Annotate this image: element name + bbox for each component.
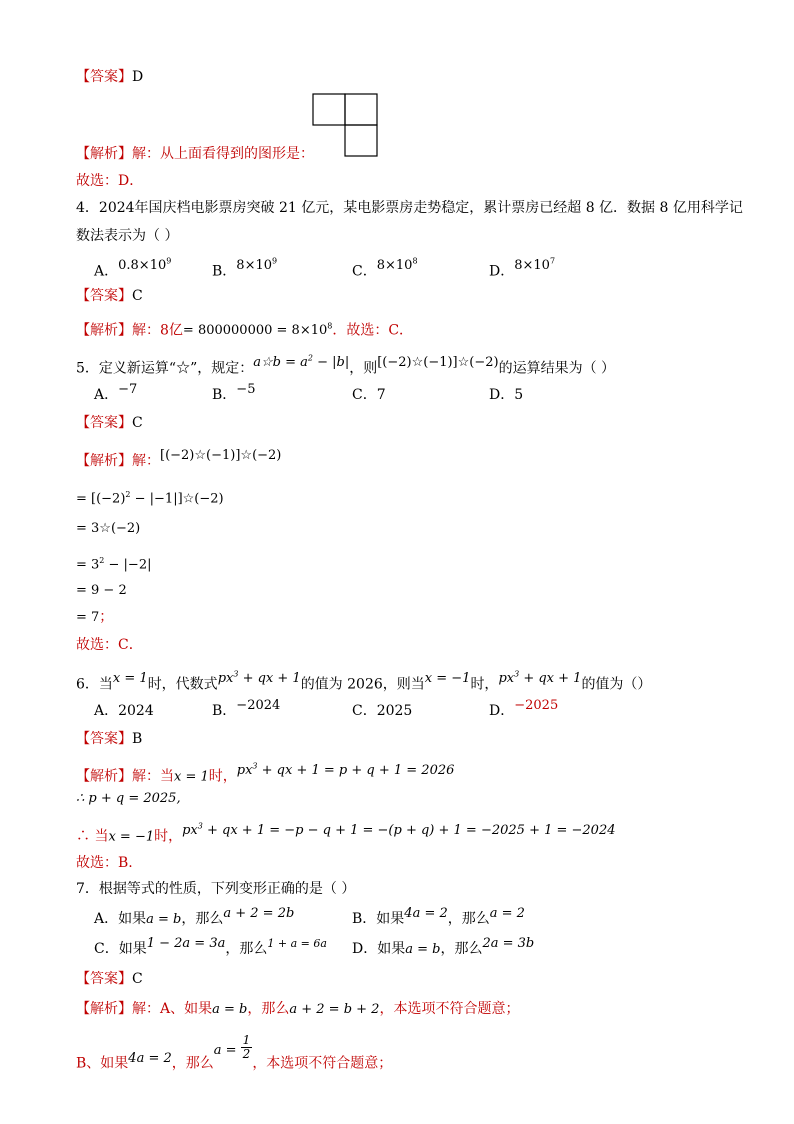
conclusion-q3: 故选：D． — [76, 173, 144, 189]
q6-option-d-math: −2025 — [514, 698, 559, 713]
q5-step-1: = [$(-2)^2$ − |−1|]☆(−2) — [76, 490, 224, 507]
q5-rule-math: a☆b = $a^2 - |b|$ — [253, 354, 350, 371]
q6-exp-eq3: $px^3$ + qx + 1 = −p − q + 1 = −(p + q) + 1 = −2025 + 1 = −2024 — [182, 822, 616, 839]
q5-step-5: = 7； — [76, 609, 114, 625]
q6-exp-line2: ∴ p + q = 2025, — [76, 791, 181, 806]
q5-step-3: = $3^2 - |-2|$ — [76, 556, 152, 573]
q6-option-a: A．2024 — [94, 703, 154, 719]
answer-tag: 【答案】 — [76, 288, 132, 304]
top-view-figure — [312, 93, 380, 159]
explanation-text: 解：从上面看得到的图形是： — [132, 146, 314, 162]
q4-stem-line1: 4．2024年国庆档电影票房突破 21 亿元，某电影票房走势稳定，累计票房已经超 8 亿．数据 8 亿用科学记 — [76, 200, 743, 216]
fraction-one-half: $\frac{1}{2}$ — [242, 1033, 251, 1061]
q5-option-a: A．−7 — [94, 382, 138, 403]
q5-step-4: = 9 − 2 — [76, 583, 127, 598]
q7-explanation-line-a: 【解析】解：A、如果a = b，那么a + 2 = b + 2，本选项不符合题意； — [76, 1001, 520, 1017]
q6-poly: $px^3$ + qx + 1 — [217, 670, 301, 687]
answer-value: C — [132, 971, 143, 987]
answer-line-q3 — [76, 68, 143, 86]
q5-expression-math: [(−2)☆(−1)]☆(−2) — [377, 355, 499, 371]
answer-tag: 【答案】 — [76, 731, 132, 747]
q6-x-equals-neg1: x = −1 — [424, 671, 471, 687]
q7-option-b: B．如果4a = 2，那么a = 2 — [352, 906, 525, 927]
figure-square-top-left — [313, 94, 345, 125]
q5-option-b: B．−5 — [212, 382, 256, 403]
q4-option-b-math: $8\times 10^9$ — [236, 257, 278, 274]
q5-answer-line — [76, 414, 143, 432]
answer-value: C — [132, 288, 143, 304]
q4-option-c-math: $8\times 10^8$ — [376, 257, 418, 274]
answer-tag: 【答案】 — [76, 971, 132, 987]
q4-option-a-math: $0.8\times 10^9$ — [118, 257, 172, 274]
answer-value: B — [132, 731, 143, 747]
q6-option-d: D．−2025 — [489, 698, 559, 719]
q6-exp-x1: x = 1 — [174, 769, 209, 785]
q5-option-d: D．5 — [489, 387, 524, 403]
explanation-tag: 【解析】 — [76, 322, 132, 339]
q5-stem: 5．定义新运算“☆”，规定：a☆b = $a^2 - |b|$，则[(−2)☆(−1)]☆(−2)的运算结果为（ ） — [76, 354, 616, 377]
q7-option-c: C．如果1 − 2a = 3a，那么$^{1 + a = 6a}$ — [94, 936, 327, 957]
q4-explanation-math: = $800000000 = 8\times 10^8$ — [182, 322, 333, 339]
q6-exp-line3: ∴ 当x = −1时，$px^3$ + qx + 1 = −p − q + 1 = −(p + q) + 1 = −2025 + 1 = −2024 — [76, 822, 616, 845]
q7-answer-line — [76, 970, 143, 988]
q6-explanation-line: 【解析】解：当x = 1时，$px^3$ + qx + 1 = p + q + 1 = 2026 — [76, 762, 455, 785]
explanation-tag: 【解析】 — [76, 146, 132, 162]
explanation-line-q3 — [76, 145, 314, 163]
q6-poly-2: $px^3$ + qx + 1 — [498, 670, 582, 687]
q6-answer-line — [76, 730, 142, 748]
q4-stem-line2: 数法表示为（ ） — [76, 228, 179, 244]
answer-tag: 【答案】 — [76, 415, 132, 431]
q7-option-d: D．如果a = b，那么2a = 3b — [352, 936, 535, 957]
q5-step-2: = 3☆(−2) — [76, 521, 141, 536]
q5-option-a-math: −7 — [118, 382, 138, 397]
q4-explanation-line: 【解析】解：8亿= $800000000 = 8\times 10^8$．故选：C． — [76, 322, 414, 339]
answer-tag: 【答案】 — [76, 69, 132, 85]
q4-option-d-math: $8\times 10^7$ — [514, 257, 556, 274]
q5-explanation-line: 【解析】解：[(−2)☆(−1)]☆(−2) — [76, 448, 282, 469]
figure-square-top-right — [345, 94, 377, 125]
q6-option-c: C．2025 — [352, 703, 413, 719]
q4-option-b: B．$8\times 10^9$ — [212, 257, 278, 280]
q4-answer-line — [76, 287, 143, 305]
q6-exp-eq1: $px^3$ + qx + 1 = p + q + 1 = 2026 — [236, 762, 455, 779]
q6-option-b: B．−2024 — [212, 698, 281, 719]
q7-option-a: A．如果a = b，那么a + 2 = 2b — [94, 906, 295, 927]
figure-square-bottom-right — [345, 125, 377, 156]
q6-x-equals-1: x = 1 — [112, 671, 148, 687]
q4-option-d: D．$8\times 10^7$ — [489, 257, 556, 280]
q5-option-b-math: −5 — [236, 382, 256, 397]
q5-conclusion: 故选：C． — [76, 637, 143, 653]
explanation-tag: 【解析】 — [76, 453, 132, 469]
q7-stem: 7．根据等式的性质，下列变形正确的是（ ） — [76, 881, 356, 897]
q6-conclusion: 故选：B. — [76, 855, 133, 871]
q6-option-b-math: −2024 — [236, 698, 281, 713]
q4-option-c: C．$8\times 10^8$ — [352, 257, 418, 280]
q6-stem: 6．当x = 1时，代数式$px^3$ + qx + 1的值为 2026，则当x = −1时，$px^3$ + qx + 1的值为（） — [76, 670, 652, 693]
q5-step-0: [(−2)☆(−1)]☆(−2) — [160, 448, 282, 463]
q4-option-a: A．$0.8\times 10^9$ — [94, 257, 172, 280]
q6-exp-xm1: x = −1 — [108, 829, 155, 845]
answer-value: C — [132, 415, 143, 431]
explanation-tag: 【解析】 — [76, 1001, 132, 1017]
q5-option-c: C．7 — [352, 387, 386, 403]
explanation-tag: 【解析】 — [76, 768, 132, 785]
answer-value: D — [132, 69, 144, 85]
q7-explanation-line-b: B、如果4a = 2，那么a = $\frac{1}{2}$ ，本选项不符合题意； — [76, 1033, 393, 1072]
